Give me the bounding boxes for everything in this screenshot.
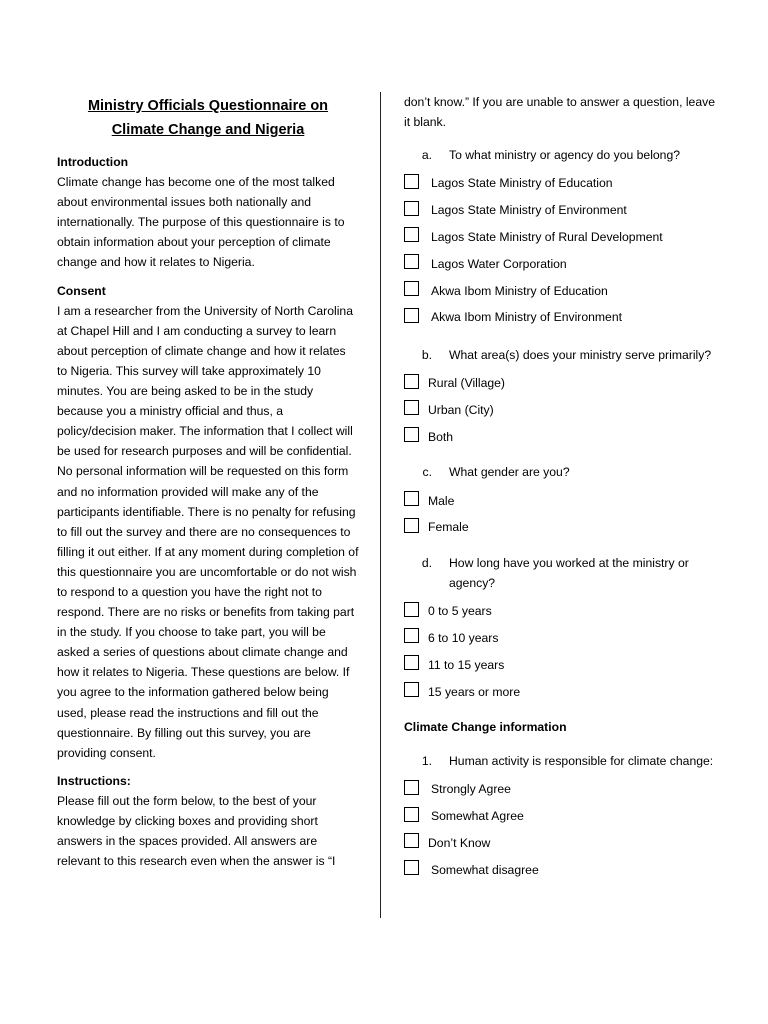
- checkbox[interactable]: [404, 227, 419, 242]
- checkbox[interactable]: [404, 254, 419, 269]
- checkbox[interactable]: [404, 780, 419, 795]
- checkbox[interactable]: [404, 833, 419, 848]
- option-label: Akwa Ibom Ministry of Environment: [431, 310, 623, 325]
- option-label: Both: [428, 429, 454, 444]
- option-15-years-or-more[interactable]: [404, 678, 724, 705]
- option-strongly-agree[interactable]: [404, 776, 724, 803]
- option-lagos-environment[interactable]: [404, 197, 724, 224]
- option-urban[interactable]: [404, 397, 724, 424]
- climate-section-heading: Climate Change information: [404, 719, 567, 734]
- option-lagos-education[interactable]: [404, 170, 724, 197]
- left-column: [57, 94, 359, 879]
- question-c-text: What gender are you?: [449, 465, 570, 480]
- option-label: 15 years or more: [428, 684, 521, 699]
- question-b-label: b.: [421, 347, 432, 362]
- question-a-label: a.: [421, 148, 432, 162]
- instructions-heading: Instructions:: [57, 773, 131, 788]
- option-akwa-ibom-education[interactable]: [404, 277, 724, 304]
- introduction-heading: Introduction: [57, 155, 129, 169]
- question-1-label: 1.: [421, 753, 432, 768]
- question-d-text: How long have you worked at the ministry or agency?: [449, 555, 689, 590]
- column-divider: [380, 92, 381, 918]
- option-label: Don’t Know: [428, 835, 491, 850]
- checkbox[interactable]: [404, 374, 419, 389]
- option-lagos-rural-development[interactable]: [404, 224, 724, 251]
- spacer: [404, 541, 724, 553]
- option-label: Female: [428, 520, 469, 535]
- option-label: 11 to 15 years: [428, 657, 505, 672]
- option-female[interactable]: [404, 514, 724, 541]
- option-label: Lagos State Ministry of Environment: [431, 203, 627, 218]
- checkbox[interactable]: [404, 491, 419, 506]
- option-label: Lagos State Ministry of Rural Development: [431, 229, 663, 244]
- spacer: [404, 331, 724, 345]
- checkbox[interactable]: [404, 308, 419, 323]
- question-b: [404, 345, 724, 365]
- option-akwa-ibom-environment[interactable]: [404, 304, 724, 331]
- introduction-text: Climate change has become one of the most talked about environmental issues both nationally and internationally. The purpose of this questionnaire is to obtain information about your perception of climate change and how it relates to Nigeria.: [57, 175, 345, 270]
- consent-text: I am a researcher from the University of North Carolina at Chapel Hill and I am conducting a survey to learn about perception of climate change and how it relates to Nigeria. This survey will take approximately 10 minutes. You are being asked to be in the study because you a ministry official and thus, a policy/decision maker. The information that I collect will be used for research purposes and will be confidential. No personal information will be requested on this form and no information provided will make any of the participants identifiable. There is no penalty for refusing to fill out the survey and there are no consequences to filling it out either. If at any moment during completion of this questionnaire you are uncomfortable or do not wish to respond to a question you have the right not to respond. There are no risks or benefits from taking part in the study. If you choose to take part, you will be asked a series of questions about climate change and how it relates to Nigeria. These questions are below. If you agree to the information gathered below being used, please read the instructions and fill out the questionnaire. By filling out this survey, you are providing consent.: [57, 303, 359, 760]
- option-label: Lagos State Ministry of Education: [431, 176, 613, 191]
- right-column: [404, 92, 724, 883]
- question-1: [404, 751, 724, 771]
- checkbox[interactable]: [404, 400, 419, 415]
- question-d: [404, 553, 724, 593]
- instructions-continuation: don’t know.” If you are unable to answer a question, leave it blank.: [404, 95, 715, 129]
- question-a: [404, 145, 724, 165]
- option-label: Akwa Ibom Ministry of Education: [431, 283, 608, 298]
- checkbox[interactable]: [404, 174, 419, 189]
- option-label: Urban (City): [428, 402, 494, 417]
- option-label: Somewhat Agree: [431, 809, 524, 824]
- question-b-text: What area(s) does your ministry serve primarily?: [449, 347, 712, 362]
- checkbox[interactable]: [404, 682, 419, 697]
- checkbox[interactable]: [404, 281, 419, 296]
- option-6-to-10-years[interactable]: [404, 625, 724, 652]
- option-label: Lagos Water Corporation: [431, 256, 567, 271]
- option-label: Rural (Village): [428, 376, 505, 391]
- option-somewhat-agree[interactable]: [404, 803, 724, 830]
- document-title: [51, 94, 365, 142]
- option-label: 6 to 10 years: [428, 630, 499, 645]
- option-male[interactable]: [404, 487, 724, 514]
- question-c: [404, 462, 724, 482]
- checkbox[interactable]: [404, 628, 419, 643]
- option-label: 0 to 5 years: [428, 604, 492, 619]
- checkbox[interactable]: [404, 655, 419, 670]
- checkbox[interactable]: [404, 427, 419, 442]
- question-a-text: To what ministry or agency do you belong?: [449, 148, 681, 162]
- consent-heading: Consent: [57, 283, 106, 298]
- option-rural[interactable]: [404, 370, 724, 397]
- title-line-1: Ministry Officials Questionnaire on: [87, 98, 329, 114]
- option-11-to-15-years[interactable]: [404, 651, 724, 678]
- spacer: [404, 450, 724, 462]
- question-d-label: d.: [421, 555, 432, 570]
- checkbox[interactable]: [404, 518, 419, 533]
- option-lagos-water-corporation[interactable]: [404, 250, 724, 277]
- option-label: Somewhat disagree: [431, 862, 539, 877]
- question-1-text: Human activity is responsible for climate change:: [449, 753, 714, 768]
- question-c-label: c.: [422, 465, 432, 480]
- option-label: Strongly Agree: [431, 782, 511, 797]
- option-label: Male: [428, 493, 455, 508]
- option-both[interactable]: [404, 423, 724, 450]
- checkbox[interactable]: [404, 201, 419, 216]
- option-dont-know[interactable]: [404, 830, 724, 857]
- checkbox[interactable]: [404, 602, 419, 617]
- instructions-text: Please fill out the form below, to the best of your knowledge by clicking boxes and providing short answers in the spaces provided. All answers are relevant to this research even when the answer is “I: [57, 793, 336, 869]
- option-somewhat-disagree[interactable]: [404, 856, 724, 883]
- checkbox[interactable]: [404, 860, 419, 875]
- title-line-2: Climate Change and Nigeria: [111, 122, 305, 138]
- option-0-to-5-years[interactable]: [404, 598, 724, 625]
- checkbox[interactable]: [404, 807, 419, 822]
